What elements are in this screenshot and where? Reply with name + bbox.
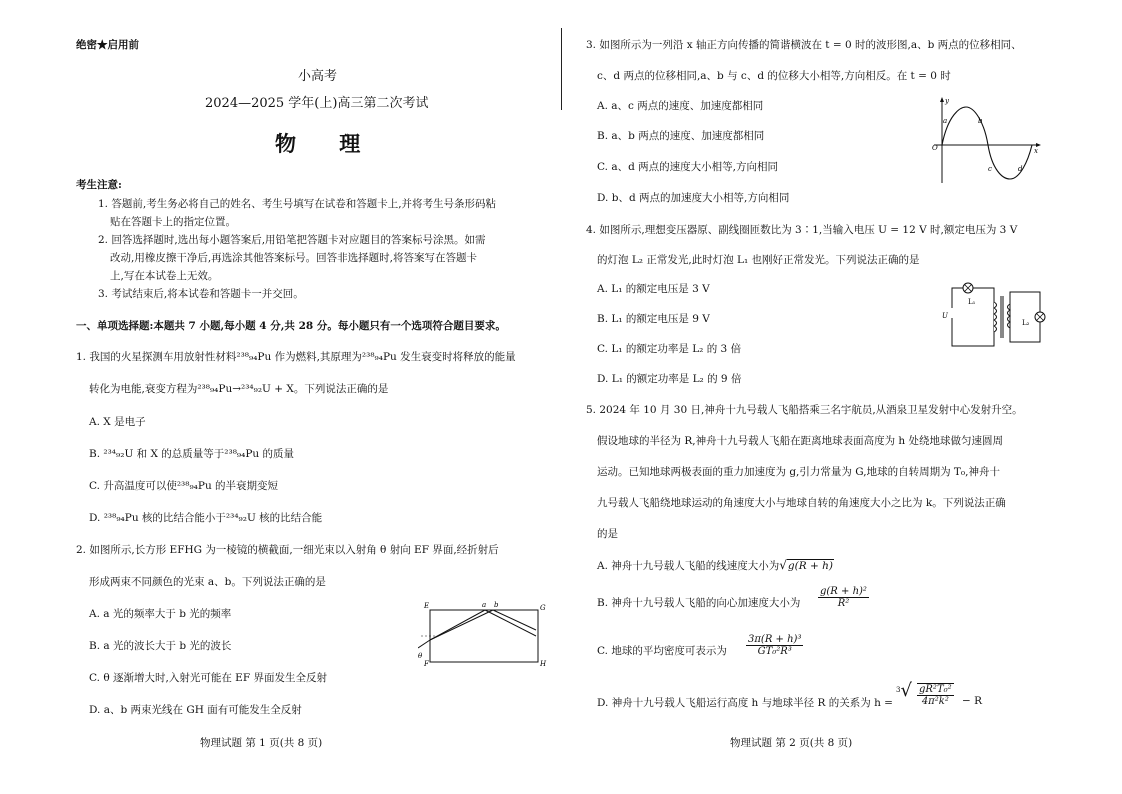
q5-option-a: A. 神舟十九号载人飞船的线速度大小为√g(R + h) (597, 558, 833, 572)
q2-stem: 形成两束不同颜色的光束 a、b。下列说法正确的是 (89, 576, 326, 588)
q5-option-d-den: 4π²k² (921, 696, 949, 707)
prism-label-h: H (540, 660, 547, 668)
q5-option-a-text: A. 神舟十九号载人飞船的线速度大小为 (597, 560, 780, 572)
notice-line: 2. 回答选择题时,选出每小题答案后,用铅笔把答题卡对应题目的答案标号涂黑。如需 (98, 234, 486, 246)
notice-line: 改动,用橡皮擦干净后,再选涂其他答案标号。回答非选择题时,将答案写在答题卡 (110, 252, 478, 264)
q5-stem: 的是 (597, 528, 618, 540)
circuit-label-l2: L₂ (1022, 319, 1030, 327)
column-divider (561, 28, 562, 110)
wave-label-b: b (978, 117, 983, 125)
q5-option-b-text: B. 神舟十九号载人飞船的向心加速度大小为 (597, 597, 801, 609)
q5-option-c-num: 3π(R + h)³ (748, 634, 802, 645)
q3-option-d: D. b、d 两点的加速度大小相等,方向相同 (597, 192, 790, 204)
section-heading: 一、单项选择题:本题共 7 小题,每小题 4 分,共 28 分。每小题只有一个选项符合题目要求。 (76, 320, 506, 332)
q4-option-a: A. L₁ 的额定电压是 3 V (597, 283, 710, 295)
q4-option-b: B. L₁ 的额定电压是 9 V (597, 313, 710, 325)
q5-option-c-den: GT₀²R³ (757, 646, 792, 657)
prism-label-a: a (482, 601, 487, 609)
notice-line: 1. 答题前,考生务必将自己的姓名、考生号填写在试卷和答题卡上,并将考生号条形码粘 (98, 198, 497, 210)
q5-option-d-fraction (917, 683, 954, 707)
q5-option-a-expr: g(R + h) (787, 560, 833, 572)
q1-stem: 1. 我国的火星探测车用放射性材料²³⁸₉₄Pu 作为燃料,其原理为²³⁸₉₄Pu 发生衰变时将释放的能量 (76, 351, 516, 363)
prism-label-g: G (540, 604, 546, 612)
q3-stem: 3. 如图所示为一列沿 x 轴正方向传播的简谐横波在 t = 0 时的波形图,a、b 两点的位移相同、 (586, 39, 1022, 51)
q1-option-a: A. X 是电子 (89, 416, 146, 428)
wave-label-y: y (945, 97, 949, 105)
wave-figure (930, 95, 1045, 185)
q5-stem: 5. 2024 年 10 月 30 日,神舟十九号载人飞船搭乘三名宇航员,从酒泉卫星发射中心发射升空。 (586, 404, 1023, 416)
wave-label-d: d (1018, 165, 1023, 173)
q5-option-d-tail: − R (962, 695, 983, 707)
q2-stem: 2. 如图所示,长方形 EFHG 为一棱镜的横截面,一细光束以入射角 θ 射向 EF 界面,经折射后 (76, 544, 499, 556)
q4-stem: 的灯泡 L₂ 正常发光,此时灯泡 L₁ 也刚好正常发光。下列说法正确的是 (597, 254, 920, 266)
q3-option-a: A. a、c 两点的速度、加速度都相同 (597, 100, 764, 112)
q4-option-c: C. L₁ 的额定功率是 L₂ 的 3 倍 (597, 343, 742, 355)
exam-title: 2024—2025 学年(上)高三第二次考试 (205, 96, 429, 111)
circuit-label-u: U (942, 312, 948, 320)
q5-option-c-fraction (746, 634, 803, 657)
q5-option-b-num: g(R + h)² (820, 586, 867, 597)
q2-option-b: B. a 光的波长大于 b 光的波长 (89, 640, 232, 652)
q3-option-b: B. a、b 两点的速度、加速度都相同 (597, 130, 765, 142)
exam-org: 小高考 (298, 69, 338, 84)
prism-label-b: b (494, 601, 499, 609)
q4-option-d: D. L₁ 的额定功率是 L₂ 的 9 倍 (597, 373, 742, 385)
wave-label-c: c (988, 165, 992, 173)
prism-label-theta: θ (418, 652, 423, 660)
page-footer-1: 物理试题 第 1 页(共 8 页) (200, 737, 323, 749)
notice-line: 3. 考试结束后,将本试卷和答题卡一并交回。 (98, 288, 304, 300)
wave-label-o: O (932, 144, 938, 152)
notice-line: 上,写在本试卷上无效。 (110, 270, 219, 282)
q5-option-d-root: $^3$√ (896, 680, 912, 701)
q5-option-b-fraction (818, 586, 869, 609)
q1-option-b: B. ²³⁴₉₂U 和 X 的总质量等于²³⁸₉₄Pu 的质量 (89, 448, 294, 460)
q5-stem: 假设地球的半径为 R,神舟十九号载人飞船在距离地球表面高度为 h 处绕地球做匀速圆周 (597, 435, 1004, 447)
q2-option-a: A. a 光的频率大于 b 光的频率 (89, 608, 232, 620)
circuit-label-l1: L₁ (968, 298, 976, 306)
q2-option-c: C. θ 逐渐增大时,入射光可能在 EF 界面发生全反射 (89, 672, 327, 684)
confidential-label: 绝密★启用前 (76, 39, 139, 51)
notice-title: 考生注意: (76, 179, 122, 191)
q5-stem: 九号载人飞船绕地球运动的角速度大小与地球自转的角速度大小之比为 k。下列说法正确 (597, 497, 1006, 509)
q1-option-c: C. 升高温度可以使²³⁸₉₄Pu 的半衰期变短 (89, 480, 279, 492)
q1-option-d: D. ²³⁸₉₄Pu 核的比结合能小于²³⁴₉₂U 核的比结合能 (89, 512, 323, 524)
page-footer-2: 物理试题 第 2 页(共 8 页) (730, 737, 853, 749)
q5-stem: 运动。已知地球两极表面的重力加速度为 g,引力常量为 G,地球的自转周期为 T₀,神舟十 (597, 466, 1000, 478)
transformer-figure (940, 280, 1050, 352)
wave-label-x: x (1034, 147, 1038, 155)
q5-option-d-text: D. 神舟十九号载人飞船运行高度 h 与地球半径 R 的关系为 h = (597, 697, 893, 709)
prism-label-f: F (424, 660, 429, 668)
prism-figure (418, 600, 548, 672)
q3-option-c: C. a、d 两点的速度大小相等,方向相同 (597, 161, 778, 173)
q5-option-b-den: R² (837, 598, 850, 609)
q1-stem: 转化为电能,衰变方程为²³⁸₉₄Pu→²³⁴₉₂U + X。下列说法正确的是 (89, 383, 389, 395)
q5-option-d-index: 3 (896, 686, 901, 694)
prism-label-e: E (424, 602, 430, 610)
q3-stem: c、d 两点的位移相同,a、b 与 c、d 的位移大小相等,方向相反。在 t = 0 时 (597, 70, 951, 82)
q5-option-c-text: C. 地球的平均密度可表示为 (597, 645, 727, 657)
q5-option-d-num: gR²T₀² (919, 684, 952, 695)
subject-title: 物 理 (275, 131, 379, 156)
notice-line: 贴在答题卡上的指定位置。 (110, 216, 236, 228)
q4-stem: 4. 如图所示,理想变压器原、副线圈匝数比为 3∶1,当输入电压 U = 12 V 时,额定电压为 3 V (586, 224, 1018, 236)
q2-option-d: D. a、b 两束光线在 GH 面有可能发生全反射 (89, 704, 302, 716)
wave-label-a: a (943, 117, 948, 125)
